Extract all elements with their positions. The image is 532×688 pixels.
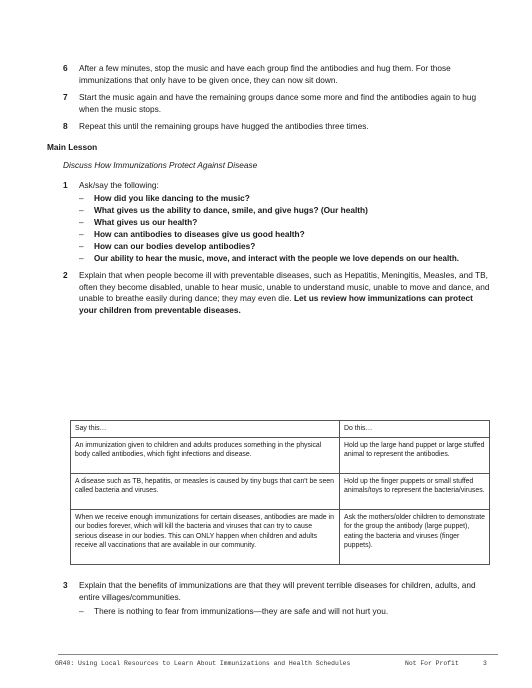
table-cell: Hold up the finger puppets or small stuffed animals/toys to represent the bacteria/viruses. <box>340 473 490 509</box>
step-3-subitem: There is nothing to fear from immunizations—they are safe and will not hurt you. <box>94 606 389 616</box>
step-2-bold-text: Let us review how immunizations can protect your children from preventable diseases. <box>79 293 473 315</box>
question-item: How can our bodies develop antibodies? <box>94 241 256 251</box>
main-lesson-heading: Main Lesson <box>47 142 98 152</box>
footer-title: GR40: Using Local Resources to Learn About Immunizations and Health Schedules <box>55 660 351 667</box>
step-6-number: 6 <box>63 63 68 73</box>
page-footer <box>55 658 495 670</box>
table-row <box>71 509 490 564</box>
step-2-paragraph <box>79 270 491 316</box>
step-8-number: 8 <box>63 121 68 131</box>
step-8-text: Repeat this until the remaining groups have hugged the antibodies three times. <box>79 121 369 131</box>
dash-bullet: – <box>79 193 84 203</box>
dash-bullet: – <box>79 606 84 616</box>
step-1-number: 1 <box>63 180 68 190</box>
table-cell: A disease such as TB, hepatitis, or measles is caused by tiny bugs that can't be seen called bacteria and viruses. <box>71 473 340 509</box>
question-item: What gives us our health? <box>94 217 198 227</box>
dash-bullet: – <box>79 217 84 227</box>
step-7-number: 7 <box>63 92 68 102</box>
dash-bullet: – <box>79 241 84 251</box>
footer-divider <box>58 654 498 655</box>
table-header-do: Do this… <box>340 421 490 438</box>
dash-bullet: – <box>79 253 84 263</box>
table-cell: Hold up the large hand puppet or large stuffed animal to represent the antibodies. <box>340 437 490 473</box>
footer-page-number: 3 <box>483 660 487 667</box>
table-cell: Ask the mothers/older children to demonstrate for the group the antibody (large puppet), eating the bacteria and viruses (finger puppets). <box>340 509 490 564</box>
table-cell: An immunization given to children and adults produces something in the physical body called antibodies, which fight infections and disease. <box>71 437 340 473</box>
table-row <box>71 437 490 473</box>
question-item: Our ability to hear the music, move, and interact with the people we love depends on our health. <box>94 254 459 263</box>
step-7-text: Start the music again and have the remaining groups dance some more and find the antibodies again to hug when the music stops. <box>79 92 477 114</box>
question-item: What gives us the ability to dance, smile, and give hugs? (Our health) <box>94 205 368 215</box>
say-do-table <box>70 420 490 565</box>
main-lesson-subheading: Discuss How Immunizations Protect Against Disease <box>63 160 258 170</box>
table-header-say: Say this… <box>71 421 340 438</box>
table-row <box>71 473 490 509</box>
dash-bullet: – <box>79 205 84 215</box>
step-2-number: 2 <box>63 270 68 280</box>
step-3-number: 3 <box>63 580 68 590</box>
dash-bullet: – <box>79 229 84 239</box>
step-3-text: Explain that the benefits of immunizations are that they will prevent terrible diseases for children, adults, and entire villages/communities. <box>79 580 476 602</box>
question-item: How did you like dancing to the music? <box>94 193 250 203</box>
step-2-text: Explain that when people become ill with preventable diseases, such as Hepatitis, Meningitis, Measles, and TB, often they become disabled, unable to hear music, unable to understand music, unable to move and dance, and unable to breathe easily during dance; they may even die. <box>79 270 490 304</box>
step-6-text: After a few minutes, stop the music and have each group find the antibodies and hug them. For those immunizations that only have to be given once, they can now sit down. <box>79 63 451 85</box>
footer-label: Not For Profit <box>405 660 459 667</box>
table-cell: When we receive enough immunizations for certain diseases, antibodies are made in our bodies forever, which will kill the bacteria and viruses that can try to cause serious disease in our bodies. This can ONLY happen when children and adults receive all vaccinations that are available in our community. <box>71 509 340 564</box>
table-header-row <box>71 421 490 438</box>
question-item: How can antibodies to diseases give us good health? <box>94 229 305 239</box>
step-1-text: Ask/say the following: <box>79 180 159 190</box>
